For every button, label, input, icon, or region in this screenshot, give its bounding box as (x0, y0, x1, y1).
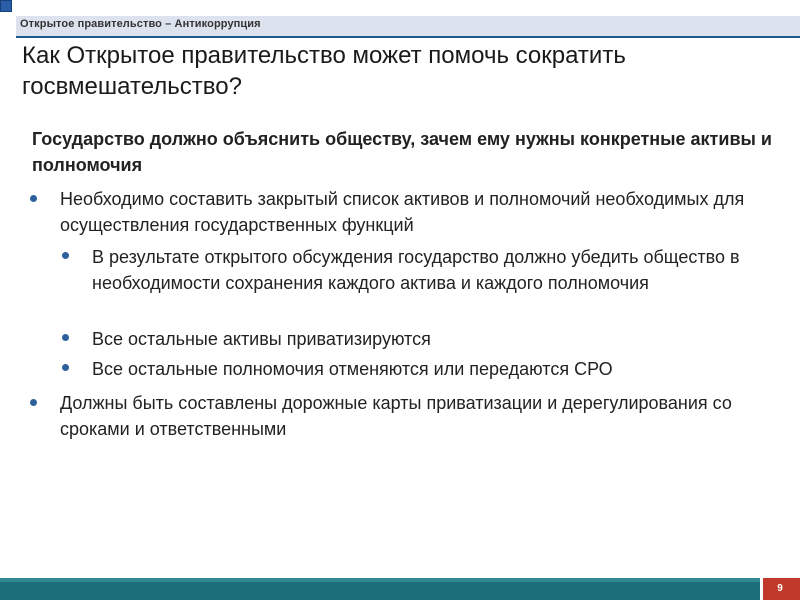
bullet-item-level1: Должны быть составлены дорожные карты приватизации и дерегулирования со сроками и ответственными (60, 393, 732, 439)
bullet-item-level2: В результате открытого обсуждения государство должно убедить общество в необходимости сохранения каждого актива и каждого полномочия (92, 247, 740, 293)
bullet-item-level2: Все остальные полномочия отменяются или передаются СРО (92, 359, 613, 379)
bullet-dot-icon (62, 334, 69, 341)
bullet-dot-icon (62, 252, 69, 259)
footer-bar (0, 578, 760, 600)
slide-title: Как Открытое правительство может помочь сократить госвмешательство? (22, 42, 626, 100)
bullet-dot-icon (30, 399, 37, 406)
header-divider (16, 36, 800, 38)
page-number: 9 (777, 583, 783, 594)
bullet-dot-icon (62, 364, 69, 371)
bullet-item-level1: Необходимо составить закрытый список активов и полномочий необходимых для осуществления государственных функций (60, 189, 745, 235)
slide-subtitle: Государство должно объяснить обществу, зачем ему нужны конкретные активы и полномочия (32, 129, 772, 175)
bullet-dot-icon (30, 195, 37, 202)
bullet-item-level2: Все остальные активы приватизируются (92, 329, 431, 349)
header-label: Открытое правительство – Антикоррупция (20, 18, 261, 30)
corner-square-decoration (0, 0, 12, 12)
